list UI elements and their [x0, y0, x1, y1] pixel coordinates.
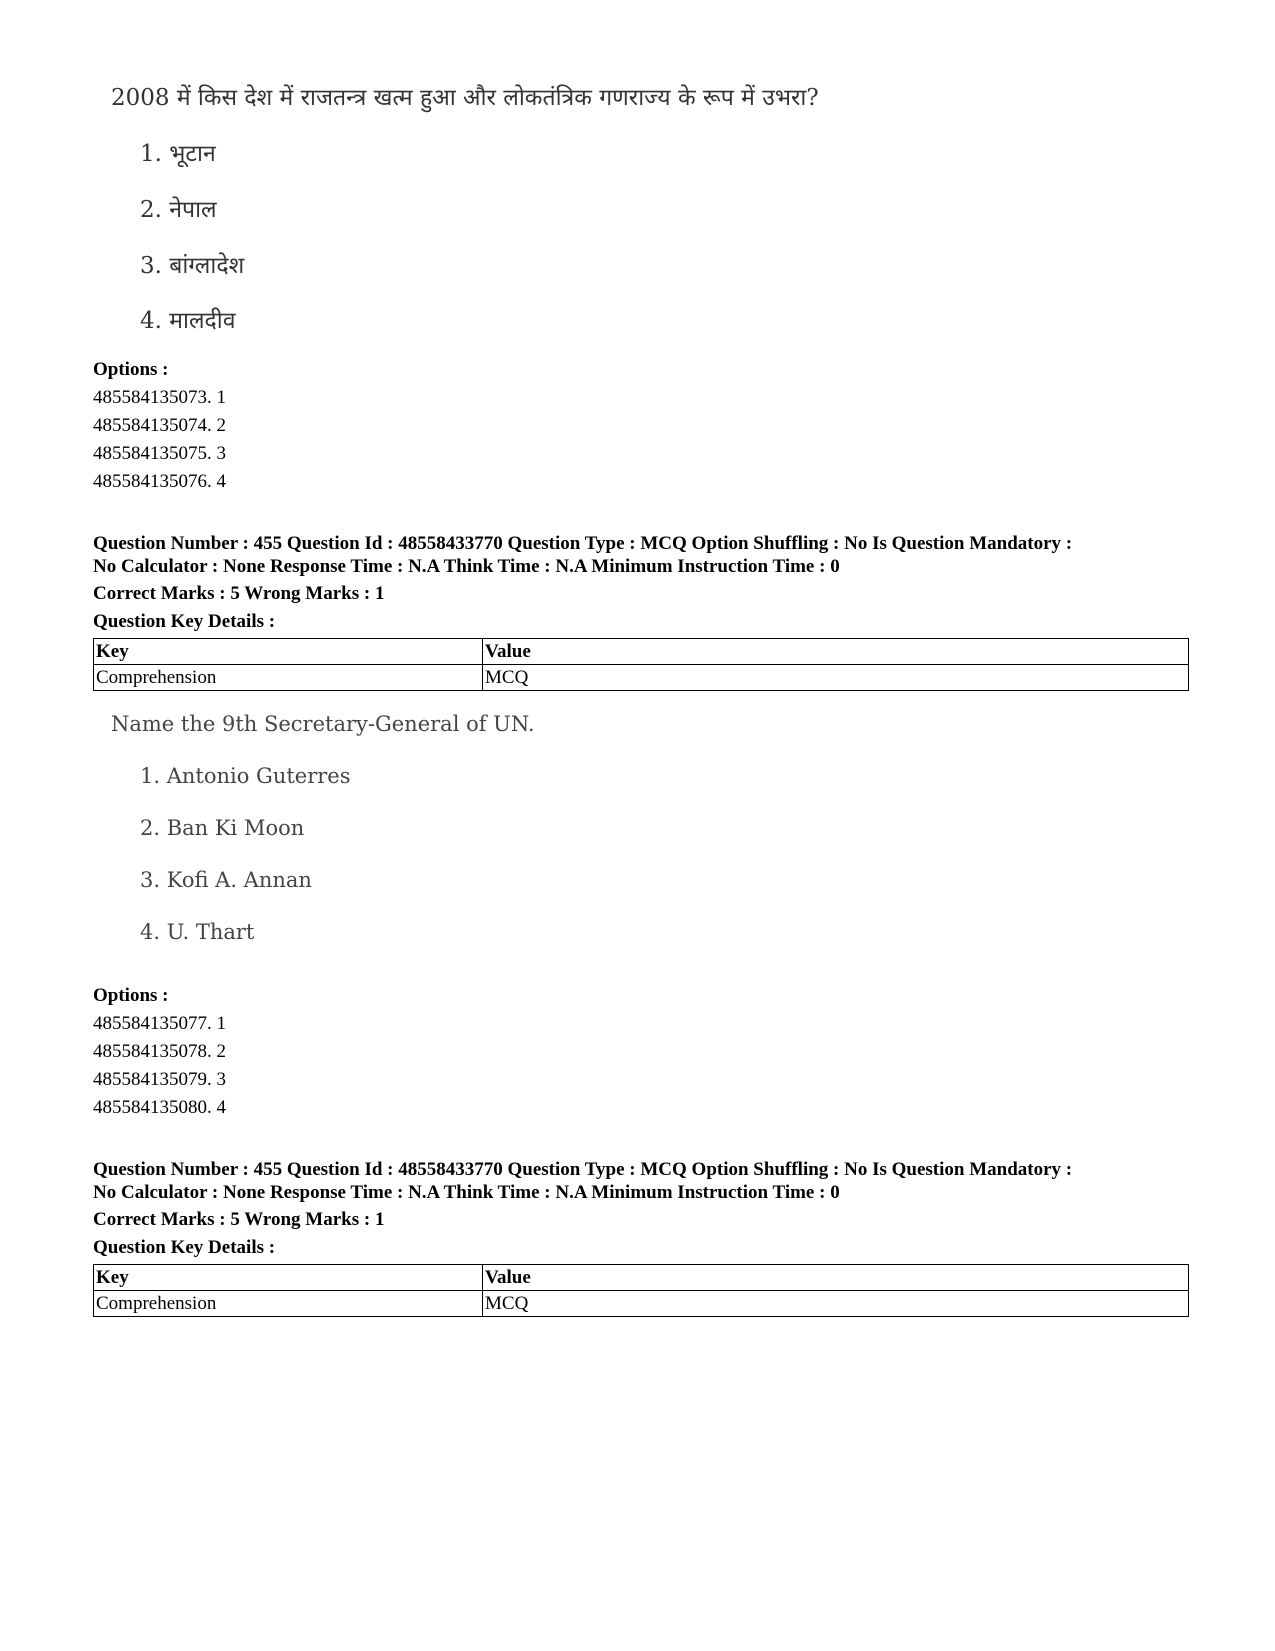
option-id: 485584135075. 3	[93, 443, 226, 464]
question-meta-line1: Question Number : 455 Question Id : 48558433770 Question Type : MCQ Option Shuffling : No Is Question Mandatory :	[93, 533, 1073, 554]
question-meta	[93, 532, 1193, 578]
choice-1: 1. भूटान	[140, 141, 216, 167]
option-id: 485584135073. 1	[93, 387, 226, 408]
option-id: 485584135078. 2	[93, 1041, 226, 1062]
marks-line: Correct Marks : 5 Wrong Marks : 1	[93, 583, 385, 604]
option-id: 485584135076. 4	[93, 471, 226, 492]
key-details-label: Question Key Details :	[93, 1237, 276, 1258]
choice-2: 2. Ban Ki Moon	[140, 816, 305, 840]
key-details-label: Question Key Details :	[93, 611, 276, 632]
choice-3: 3. बांग्लादेश	[140, 253, 245, 279]
table-cell-key: Comprehension	[94, 665, 483, 691]
table-cell-value: MCQ	[483, 665, 1189, 691]
question-meta-line1: Question Number : 455 Question Id : 48558433770 Question Type : MCQ Option Shuffling : No Is Question Mandatory :	[93, 1159, 1073, 1180]
question-meta-line2: No Calculator : None Response Time : N.A Think Time : N.A Minimum Instruction Time : 0	[93, 1182, 840, 1203]
table-header-value: Value	[483, 639, 1189, 665]
table-header-row	[94, 639, 1189, 665]
question-meta	[93, 1158, 1193, 1204]
option-id: 485584135077. 1	[93, 1013, 226, 1034]
choice-4: 4. U. Thart	[140, 920, 255, 944]
question-meta-line2: No Calculator : None Response Time : N.A Think Time : N.A Minimum Instruction Time : 0	[93, 556, 840, 577]
choice-3: 3. Kofi A. Annan	[140, 868, 312, 892]
marks-line: Correct Marks : 5 Wrong Marks : 1	[93, 1209, 385, 1230]
choice-2: 2. नेपाल	[140, 197, 217, 223]
table-header-key: Key	[94, 639, 483, 665]
key-value-table	[93, 1264, 1189, 1317]
option-id: 485584135074. 2	[93, 415, 226, 436]
options-label: Options :	[93, 359, 169, 380]
question-text-english: Name the 9th Secretary-General of UN.	[111, 712, 535, 736]
question-text-hindi: 2008 में किस देश में राजतन्त्र खत्म हुआ और लोकतंत्रिक गणराज्य के रूप में उभरा?	[111, 85, 819, 111]
table-row	[94, 665, 1189, 691]
table-row	[94, 1291, 1189, 1317]
choice-4: 4. मालदीव	[140, 308, 236, 334]
table-header-value: Value	[483, 1265, 1189, 1291]
table-cell-key: Comprehension	[94, 1291, 483, 1317]
key-value-table	[93, 638, 1189, 691]
option-id: 485584135079. 3	[93, 1069, 226, 1090]
table-cell-value: MCQ	[483, 1291, 1189, 1317]
table-header-row	[94, 1265, 1189, 1291]
option-id: 485584135080. 4	[93, 1097, 226, 1118]
table-header-key: Key	[94, 1265, 483, 1291]
options-label: Options :	[93, 985, 169, 1006]
choice-1: 1. Antonio Guterres	[140, 764, 351, 788]
